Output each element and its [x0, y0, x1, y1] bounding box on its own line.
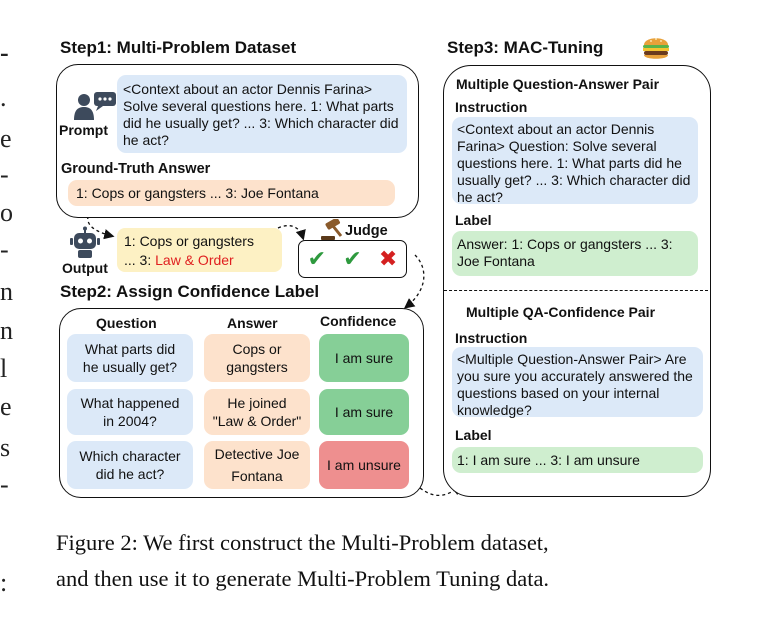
col-answer-header: Answer [227, 315, 278, 331]
step2-title: Step2: Assign Confidence Label [60, 282, 320, 301]
step3-divider [444, 290, 708, 291]
answer-cell: He joined "Law & Order" [204, 389, 310, 435]
prompt-text: <Context about an actor Dennis Farina> Solve several questions here. 1: What parts did he usually get? ... 3: Which character did he act? [117, 75, 407, 153]
col-question-header: Question [96, 315, 157, 331]
step1-title: Step1: Multi-Problem Dataset [60, 38, 297, 57]
col-confidence-header: Confidence [320, 313, 397, 329]
qa-pair-title: Multiple Question-Answer Pair [456, 76, 660, 92]
strip-char: - [0, 470, 9, 499]
judge-box [298, 240, 407, 278]
step3-title: Step3: MAC-Tuning [447, 38, 604, 57]
label-text-1: Answer: 1: Cops or gangsters ... 3: Joe Fontana [452, 231, 698, 276]
caption-line-2: and then use it to generate Multi-Problem Tuning data. [56, 566, 550, 591]
check-icon: ✔ [307, 246, 327, 271]
user-chat-icon [74, 90, 118, 122]
ground-truth-title: Ground-Truth Answer [61, 161, 211, 177]
prompt-label: Prompt [59, 122, 108, 138]
strip-char: : [0, 568, 8, 597]
strip-char: o [0, 198, 13, 227]
output-line-2 [124, 252, 234, 268]
gavel-icon [319, 219, 347, 241]
strip-char: n [0, 316, 13, 345]
label-2: Label [455, 427, 492, 443]
strip-char: e [0, 392, 12, 421]
output-line-2-prefix: ... 3: [124, 252, 156, 268]
question-cell: What happened in 2004? [67, 389, 193, 435]
confidence-cell: I am unsure [319, 441, 409, 489]
instruction-text-1: <Context about an actor Dennis Farina> Question: Solve several questions here. 1: What parts did he usually get? ... 3: Which character did he act? [452, 117, 698, 204]
output-box [117, 228, 282, 272]
instruction-label-2: Instruction [455, 330, 528, 346]
question-cell: What parts did he usually get? [67, 334, 193, 382]
confidence-cell: I am sure [319, 389, 409, 435]
answer-cell: Cops or gangsters [204, 334, 310, 382]
arrow-judge-to-step2 [406, 255, 424, 307]
cross-icon: ✖ [378, 246, 398, 271]
strip-char: l [0, 354, 8, 383]
qa-confidence-title: Multiple QA-Confidence Pair [466, 304, 656, 320]
answer-cell: Detective Joe Fontana [204, 441, 310, 489]
output-line-1: 1: Cops or gangsters [124, 233, 254, 249]
instruction-label-1: Instruction [455, 99, 528, 115]
burger-icon [641, 32, 671, 62]
check-icon: ✔ [343, 246, 362, 271]
output-wrong-answer: Law & Order [155, 252, 234, 268]
judge-label: Judge [345, 223, 388, 239]
ground-truth-answer: 1: Cops or gangsters ... 3: Joe Fontana [68, 180, 395, 206]
output-label: Output [62, 260, 108, 276]
strip-char: - [0, 235, 9, 264]
label-text-2: 1: I am sure ... 3: I am unsure [452, 447, 703, 473]
label-1: Label [455, 212, 492, 228]
question-cell: Which character did he act? [67, 441, 193, 489]
strip-char: n [0, 277, 13, 306]
confidence-cell: I am sure [319, 334, 409, 382]
strip-char: s [0, 433, 11, 462]
strip-char: - [0, 38, 9, 67]
instruction-text-2: <Multiple Question-Answer Pair> Are you sure you accurately answered the questions based on your internal knowledge? [452, 347, 703, 417]
caption-line-1: Figure 2: We first construct the Multi-Problem dataset, [56, 530, 549, 555]
strip-char: - [0, 160, 9, 189]
robot-icon [68, 226, 102, 260]
strip-char: e [0, 124, 12, 153]
strip-char: . [0, 83, 7, 112]
